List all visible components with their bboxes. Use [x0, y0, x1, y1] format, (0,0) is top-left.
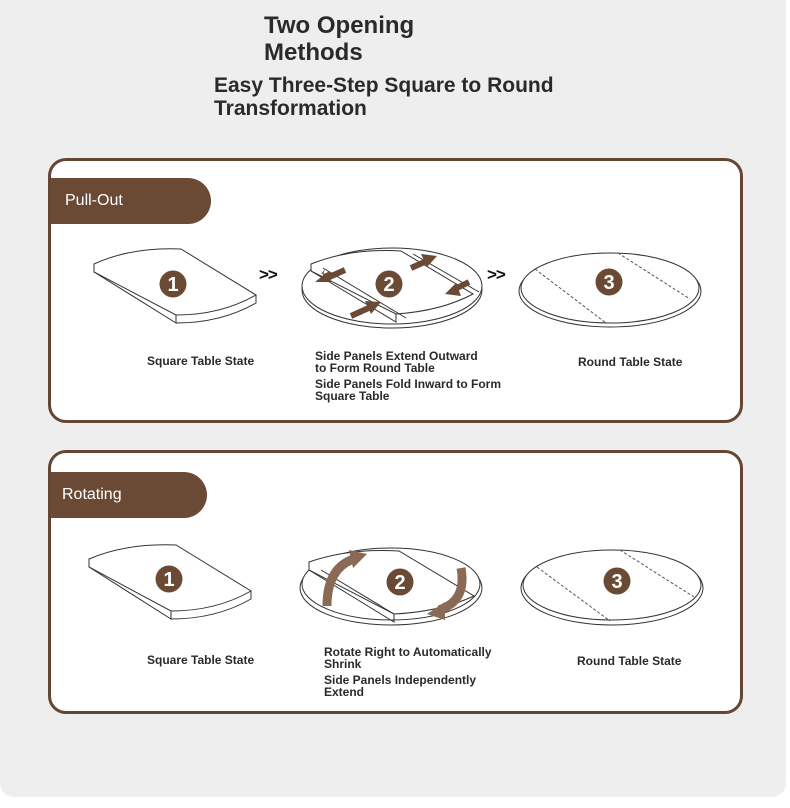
step-3-number: 3 [611, 571, 623, 593]
subtitle-line-2: Transformation [214, 97, 367, 120]
step-3-number: 3 [603, 272, 615, 294]
step-1-number: 1 [163, 569, 175, 591]
next-step-arrow: >> [487, 265, 505, 284]
round-table-illustration [518, 251, 704, 331]
pull-out-opening-tab: Pull-Out Opening [51, 178, 211, 224]
rotating-table-illustration [299, 546, 489, 636]
square-table-illustration [86, 543, 256, 633]
rotating-opening-tab: Rotating Opening [51, 472, 207, 518]
step-1-number: 1 [167, 274, 179, 296]
page-title [264, 12, 414, 66]
pull-out-opening-panel [48, 158, 743, 423]
step-3-caption: Round Table State [578, 355, 683, 369]
step-2-caption: Side Panels Extend Outward to Form Round Table Side Panels Fold Inward to Form Square Table [315, 349, 502, 403]
round-table-illustration [520, 547, 706, 627]
subtitle-line-1: Easy Three-Step Square to Round [214, 74, 554, 97]
pull-out-table-illustration [301, 246, 491, 336]
step-2-number: 2 [383, 274, 395, 296]
step-1-caption: Square Table State [147, 354, 255, 368]
step-1-caption: Square Table State [147, 653, 255, 667]
rotating-opening-panel [48, 450, 743, 714]
step-2-caption: Rotate Right to Automatically Shrink Side Panels Independently Extend [324, 645, 492, 699]
square-table-illustration [91, 247, 261, 337]
step-2-number: 2 [394, 572, 406, 594]
title-line-1: Two Opening [264, 12, 415, 39]
step-3-caption: Round Table State [577, 654, 682, 668]
page-subtitle [214, 74, 554, 120]
title-line-2: Methods [264, 39, 363, 66]
next-step-arrow: >> [259, 265, 277, 284]
